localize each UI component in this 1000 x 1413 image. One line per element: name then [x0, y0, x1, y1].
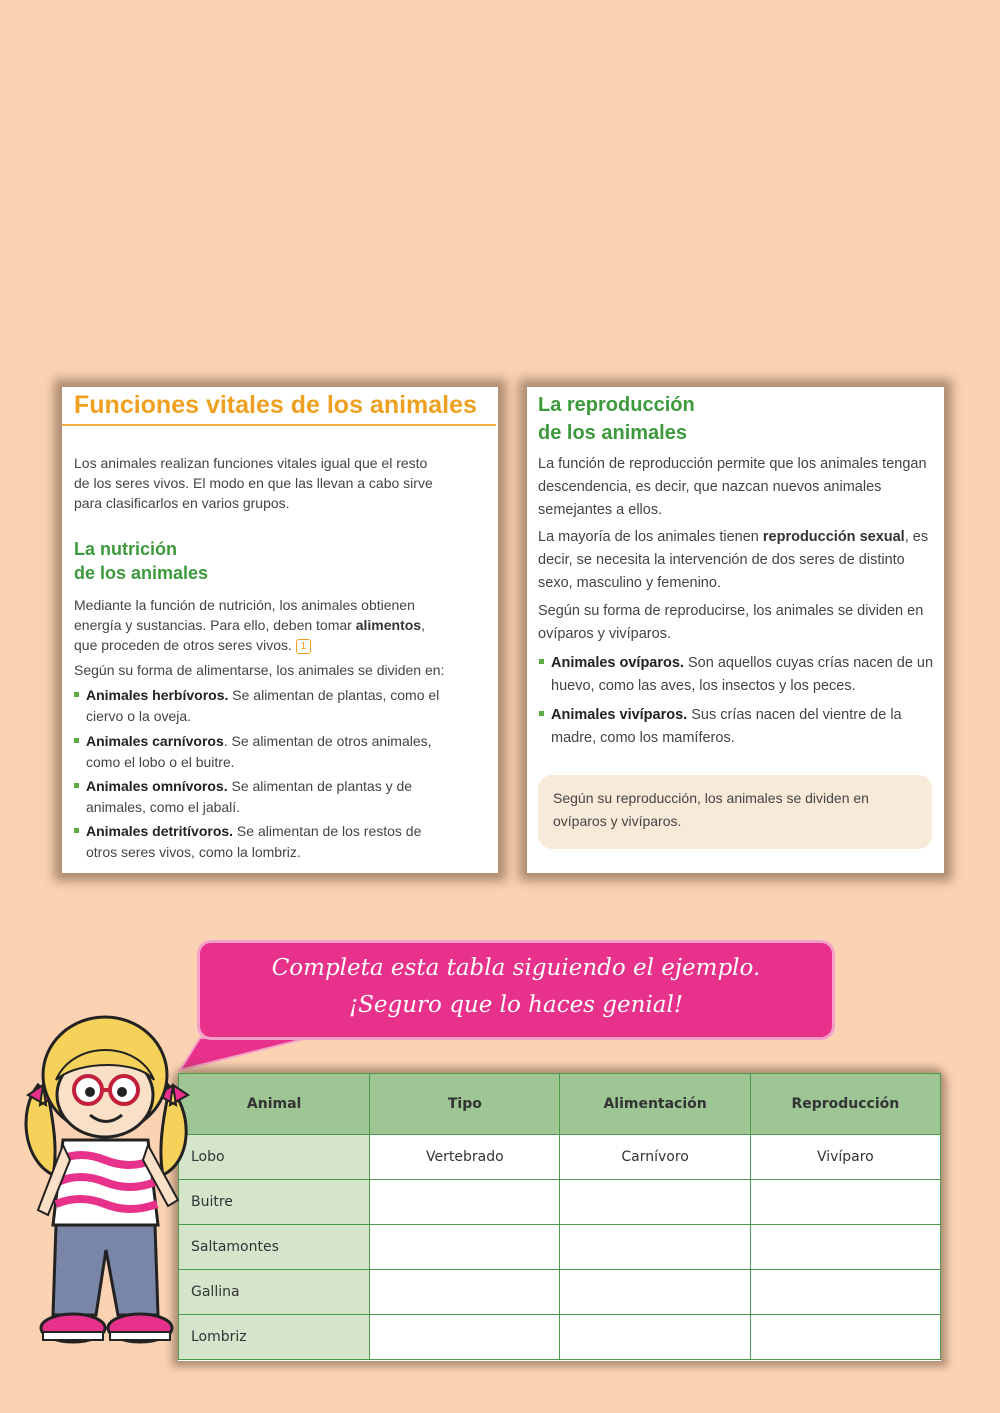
animal-cell: Gallina [179, 1270, 370, 1315]
alimentacion-cell[interactable] [560, 1225, 750, 1270]
bullet-viviparos [551, 704, 935, 750]
bullet-text: Se alimentan de plantas, como el ciervo o la oveja. [86, 687, 440, 724]
alimentacion-cell[interactable]: Carnívoro [560, 1135, 750, 1180]
nutrition-heading-line1: La nutrición [74, 539, 177, 559]
reproduction-heading [538, 391, 695, 447]
nutrition-text-end: , que proceden de otros seres vivos. [74, 617, 425, 653]
reproduccion-cell[interactable] [750, 1180, 940, 1225]
p2-text-end: , es decir, se necesita la intervención de dos seres de distinto sexo, masculino y femenino. [538, 529, 929, 591]
p2-text: La mayoría de los animales tienen [538, 529, 759, 545]
girl-illustration [18, 1010, 208, 1370]
bullet-text: Son aquellos cuyas crías nacen de un huevo, como las aves, los insectos y los peces. [551, 655, 934, 694]
bullet-bold: Animales omnívoros. [86, 778, 228, 794]
reproduccion-cell[interactable] [750, 1270, 940, 1315]
alimentos-bold: alimentos [355, 617, 422, 633]
animal-cell: Saltamontes [179, 1225, 370, 1270]
alimentacion-cell[interactable] [560, 1180, 750, 1225]
reproduction-paragraph-3: Según su forma de reproducirse, los animales se dividen en ovíparos y vivíparos. [538, 603, 924, 642]
classification-intro: Según su forma de alimentarse, los animales se dividen en: [74, 662, 445, 678]
reproduccion-cell[interactable] [750, 1315, 940, 1360]
reproduccion-cell[interactable]: Vivíparo [750, 1135, 940, 1180]
bullet-bold: Animales vivíparos. [551, 707, 688, 723]
tipo-cell[interactable] [370, 1270, 560, 1315]
table-row [179, 1135, 941, 1180]
reproduccion-cell[interactable] [750, 1225, 940, 1270]
reproduction-card [527, 387, 944, 873]
summary-text: Según su reproducción, los animales se dividen en ovíparos y vivíparos. [553, 790, 869, 829]
bullet-text: . Se alimentan de otros animales, como el lobo o el buitre. [86, 733, 432, 770]
tipo-cell[interactable] [370, 1180, 560, 1225]
bullet-bold: Animales ovíparos. [551, 655, 684, 671]
animal-cell: Lobo [179, 1135, 370, 1180]
bullet-bold: Animales carnívoros [86, 733, 224, 749]
reproduction-paragraph-1: La función de reproducción permite que los animales tengan descendencia, es decir, que nazcan nuevos animales semejantes a ellos. [538, 456, 927, 518]
table-row [179, 1315, 941, 1360]
table-row [179, 1270, 941, 1315]
tipo-cell[interactable] [370, 1315, 560, 1360]
animal-cell: Lombriz [179, 1315, 370, 1360]
bullet-carnivoros [86, 731, 440, 773]
instruction-text [200, 950, 832, 1024]
nutrition-text: Mediante la función de nutrición, los animales obtienen energía y sustancias. Para ello, deben tomar [74, 597, 415, 633]
table-row [179, 1225, 941, 1270]
nutrition-card [62, 387, 498, 873]
bullet-text: Se alimentan de plantas y de animales, como el jabalí. [86, 778, 413, 815]
header-animal: Animal [179, 1074, 370, 1135]
intro-paragraph: Los animales realizan funciones vitales igual que el resto de los seres vivos. El modo en que las llevan a cabo sirve para clasificarlos en varios grupos. [74, 455, 433, 511]
alimentacion-cell[interactable] [560, 1270, 750, 1315]
header-reproduccion: Reproducción [750, 1074, 940, 1135]
nutrition-paragraph [74, 595, 440, 655]
exercise-table [178, 1073, 941, 1360]
instruction-line2: ¡Seguro que lo haces genial! [348, 992, 684, 1018]
bullet-text: Sus crías nacen del vientre de la madre, como los mamíferos. [551, 707, 902, 746]
nutrition-heading-line2: de los animales [74, 563, 209, 583]
reproduction-paragraph-2 [538, 526, 934, 595]
activity-number-badge: 1 [296, 639, 311, 654]
bullet-text: Se alimentan de los restos de otros seres vivos, como la lombriz. [86, 823, 422, 860]
title-underline [62, 424, 496, 426]
alimentacion-cell[interactable] [560, 1315, 750, 1360]
reproduction-heading-line1: La reproducción [538, 394, 695, 416]
bullet-bold: Animales detritívoros. [86, 823, 234, 839]
bullet-oviparos [551, 652, 935, 698]
table-header-row [179, 1074, 941, 1135]
tipo-cell[interactable] [370, 1225, 560, 1270]
header-tipo: Tipo [370, 1074, 560, 1135]
bullet-bold: Animales herbívoros. [86, 687, 229, 703]
nutrition-heading [74, 537, 208, 585]
tipo-cell[interactable]: Vertebrado [370, 1135, 560, 1180]
card-title: Funciones vitales de los animales [74, 391, 477, 419]
reproduction-heading-line2: de los animales [538, 422, 687, 444]
instruction-line1: Completa esta tabla siguiendo el ejemplo. [271, 955, 761, 981]
header-alimentacion: Alimentación [560, 1074, 750, 1135]
sexual-reproduction-bold: reproducción sexual [762, 529, 905, 545]
bullet-omnivoros [86, 776, 440, 818]
table-row [179, 1180, 941, 1225]
animal-cell: Buitre [179, 1180, 370, 1225]
bullet-herbivoros [86, 685, 440, 727]
bullet-detritivoros [86, 821, 440, 863]
